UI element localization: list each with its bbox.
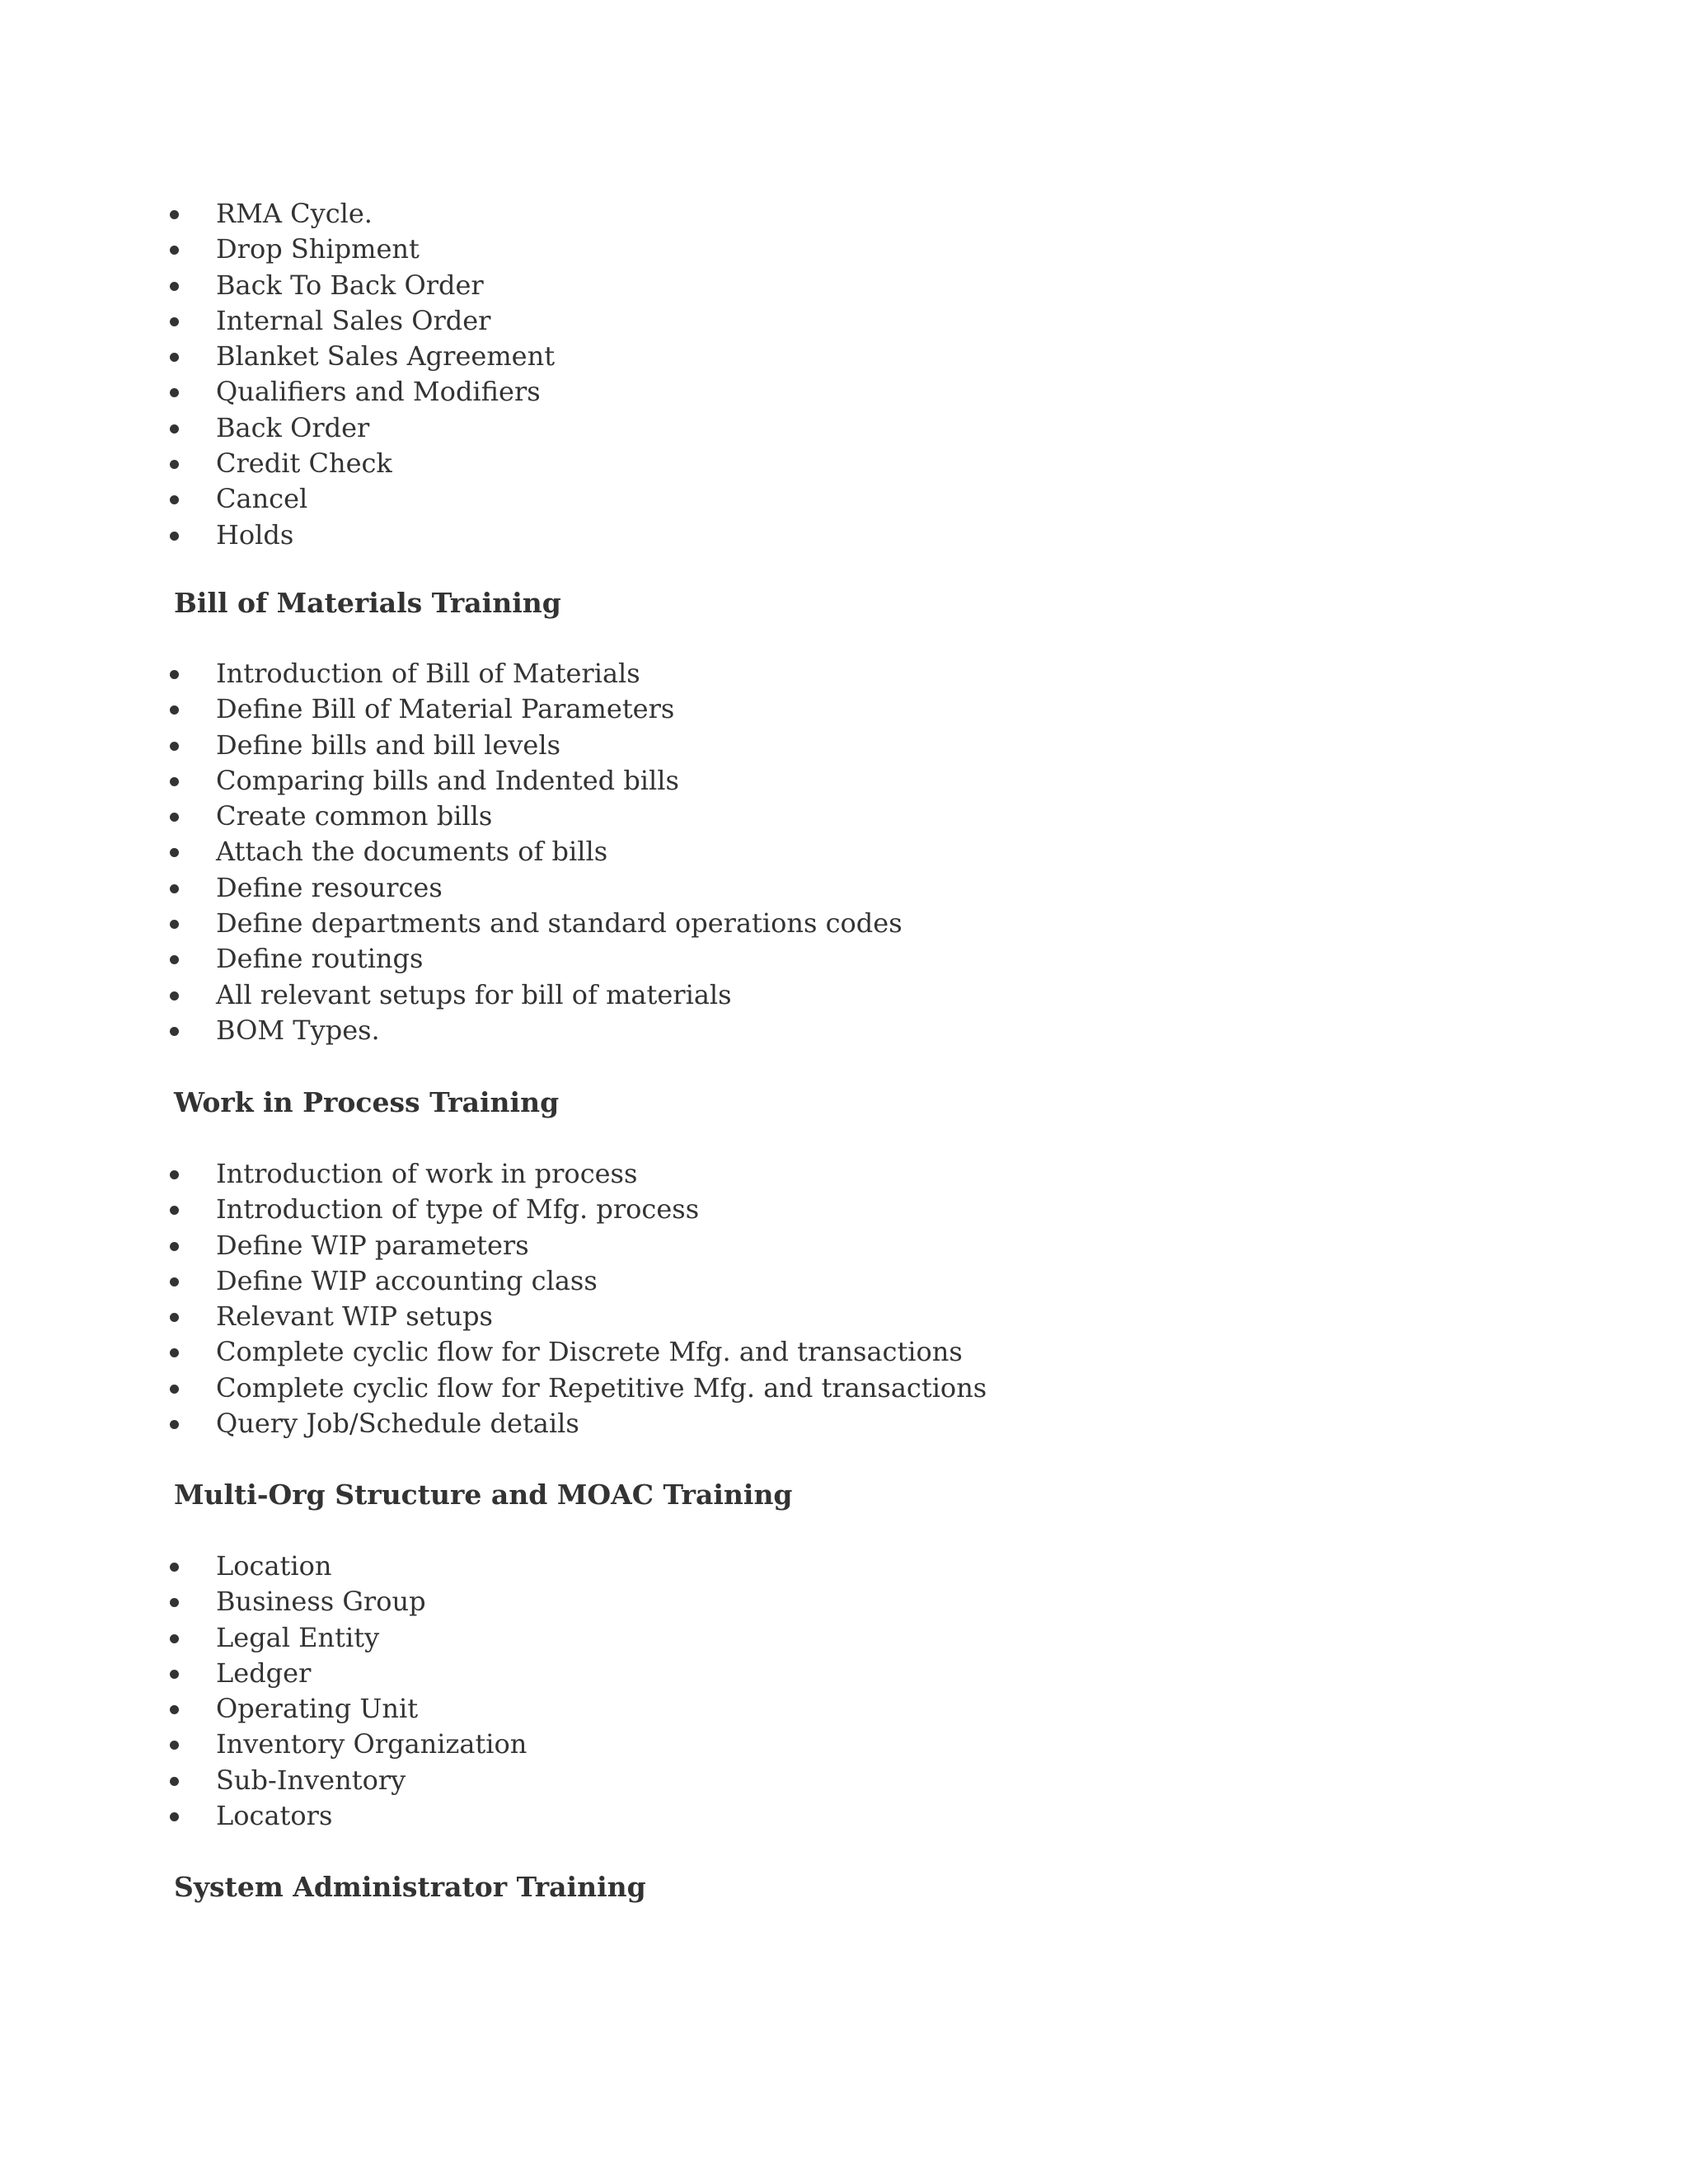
bullet-icon	[170, 1777, 179, 1786]
list-item-text: Legal Entity	[216, 1621, 380, 1653]
multi-org-bullet-list	[216, 1549, 527, 1834]
list-item	[216, 728, 903, 763]
list-item	[216, 763, 903, 799]
list-item-text: Introduction of work in process	[216, 1158, 638, 1189]
list-item-text: Sub-Inventory	[216, 1764, 406, 1796]
list-item	[216, 834, 903, 869]
list-item	[216, 1584, 527, 1619]
bullet-icon	[170, 813, 179, 822]
list-item	[216, 1156, 987, 1192]
bullet-icon	[170, 388, 179, 397]
list-item-text: Qualifiers and Modifiers	[216, 376, 541, 408]
list-item	[216, 410, 555, 446]
bullet-icon	[170, 920, 179, 929]
list-item-text: Operating Unit	[216, 1693, 419, 1725]
list-item	[216, 941, 903, 977]
list-item-text: Location	[216, 1550, 332, 1582]
bullet-icon	[170, 848, 179, 857]
list-item-text: RMA Cycle.	[216, 198, 373, 229]
list-item-text: Cancel	[216, 483, 308, 515]
bullet-icon	[170, 777, 179, 786]
list-item	[216, 518, 555, 553]
list-item	[216, 268, 555, 303]
list-item-text: Inventory Organization	[216, 1728, 528, 1760]
section-heading-multi-org: Multi-Org Structure and MOAC Training	[174, 1479, 793, 1511]
list-item-text: Ledger	[216, 1657, 312, 1689]
list-item-text: Introduction of type of Mfg. process	[216, 1193, 700, 1226]
bullet-icon	[170, 705, 179, 715]
list-item-text: Relevant WIP setups	[216, 1301, 493, 1333]
list-item	[216, 1549, 527, 1584]
bullet-icon	[170, 1670, 179, 1679]
list-item	[216, 870, 903, 906]
bullet-icon	[170, 282, 179, 291]
bullet-icon	[170, 1705, 179, 1714]
list-item-text: Define bills and bill levels	[216, 729, 560, 761]
bullet-icon	[170, 1812, 179, 1821]
list-item	[216, 1727, 527, 1762]
wip-bullet-list	[216, 1156, 987, 1441]
list-item-text: Define resources	[216, 871, 443, 903]
list-item	[216, 196, 555, 232]
list-item	[216, 1228, 987, 1263]
bullet-icon	[170, 1170, 179, 1179]
bullet-icon	[170, 1277, 179, 1286]
list-item	[216, 446, 555, 481]
list-item	[216, 1656, 527, 1691]
bom-bullet-list	[216, 656, 903, 1048]
list-item	[216, 1263, 987, 1299]
list-item-text: Blanket Sales Agreement	[216, 340, 556, 373]
list-item	[216, 1013, 903, 1048]
bullet-icon	[170, 1348, 179, 1357]
list-item-text: All relevant setups for bill of materials	[216, 978, 732, 1010]
list-item-text: Complete cyclic flow for Repetitive Mfg. and transactions	[216, 1371, 987, 1404]
list-item	[216, 1299, 987, 1334]
intro-bullet-list	[216, 196, 555, 553]
list-item	[216, 1371, 987, 1406]
bullet-icon	[170, 1242, 179, 1251]
list-item	[216, 691, 903, 727]
section-heading-bom: Bill of Materials Training	[174, 587, 561, 619]
bullet-icon	[170, 1598, 179, 1607]
bullet-icon	[170, 1313, 179, 1322]
bullet-icon	[170, 1206, 179, 1215]
list-item	[216, 1691, 527, 1727]
bullet-icon	[170, 742, 179, 751]
bullet-icon	[170, 210, 179, 219]
list-item-text: Define departments and standard operations codes	[216, 907, 903, 940]
list-item-text: Locators	[216, 1800, 333, 1832]
list-item	[216, 339, 555, 374]
list-item-text: Introduction of Bill of Materials	[216, 658, 640, 689]
bullet-icon	[170, 495, 179, 504]
list-item-text: Define routings	[216, 943, 424, 975]
list-item-text: Complete cyclic flow for Discrete Mfg. and transactions	[216, 1336, 963, 1368]
list-item-text: Define WIP parameters	[216, 1229, 529, 1261]
bullet-icon	[170, 246, 179, 255]
list-item	[216, 1406, 987, 1441]
list-item-text: Query Job/Schedule details	[216, 1408, 579, 1440]
bullet-icon	[170, 532, 179, 541]
list-item-text: Business Group	[216, 1586, 426, 1618]
list-item	[216, 232, 555, 267]
section-heading-wip: Work in Process Training	[174, 1086, 560, 1118]
list-item-text: Attach the documents of bills	[216, 836, 608, 868]
list-item-text: Internal Sales Order	[216, 304, 491, 336]
list-item	[216, 1763, 527, 1798]
list-item	[216, 906, 903, 941]
list-item-text: Back To Back Order	[216, 269, 484, 301]
list-item	[216, 1620, 527, 1656]
list-item	[216, 656, 903, 691]
bullet-icon	[170, 424, 179, 434]
list-item	[216, 481, 555, 517]
bullet-icon	[170, 991, 179, 1001]
bullet-icon	[170, 1634, 179, 1643]
list-item-text: BOM Types.	[216, 1014, 380, 1046]
bullet-icon	[170, 1027, 179, 1036]
list-item	[216, 374, 555, 410]
list-item	[216, 1334, 987, 1370]
bullet-icon	[170, 884, 179, 893]
list-item-text: Comparing bills and Indented bills	[216, 764, 679, 796]
list-item-text: Credit Check	[216, 448, 392, 480]
list-item-text: Define Bill of Material Parameters	[216, 693, 675, 725]
bullet-icon	[170, 1563, 179, 1572]
list-item-text: Back Order	[216, 411, 370, 443]
list-item	[216, 977, 903, 1013]
list-item	[216, 1192, 987, 1227]
list-item-text: Define WIP accounting class	[216, 1264, 598, 1296]
bullet-icon	[170, 1420, 179, 1429]
list-item-text: Drop Shipment	[216, 233, 420, 265]
bullet-icon	[170, 317, 179, 326]
list-item-text: Create common bills	[216, 800, 493, 832]
list-item	[216, 799, 903, 834]
bullet-icon	[170, 670, 179, 679]
list-item-text: Holds	[216, 518, 294, 551]
bullet-icon	[170, 955, 179, 964]
bullet-icon	[170, 460, 179, 469]
bullet-icon	[170, 353, 179, 362]
list-item	[216, 1798, 527, 1834]
list-item	[216, 303, 555, 339]
bullet-icon	[170, 1741, 179, 1750]
section-heading-sysadmin: System Administrator Training	[174, 1871, 646, 1903]
bullet-icon	[170, 1385, 179, 1394]
